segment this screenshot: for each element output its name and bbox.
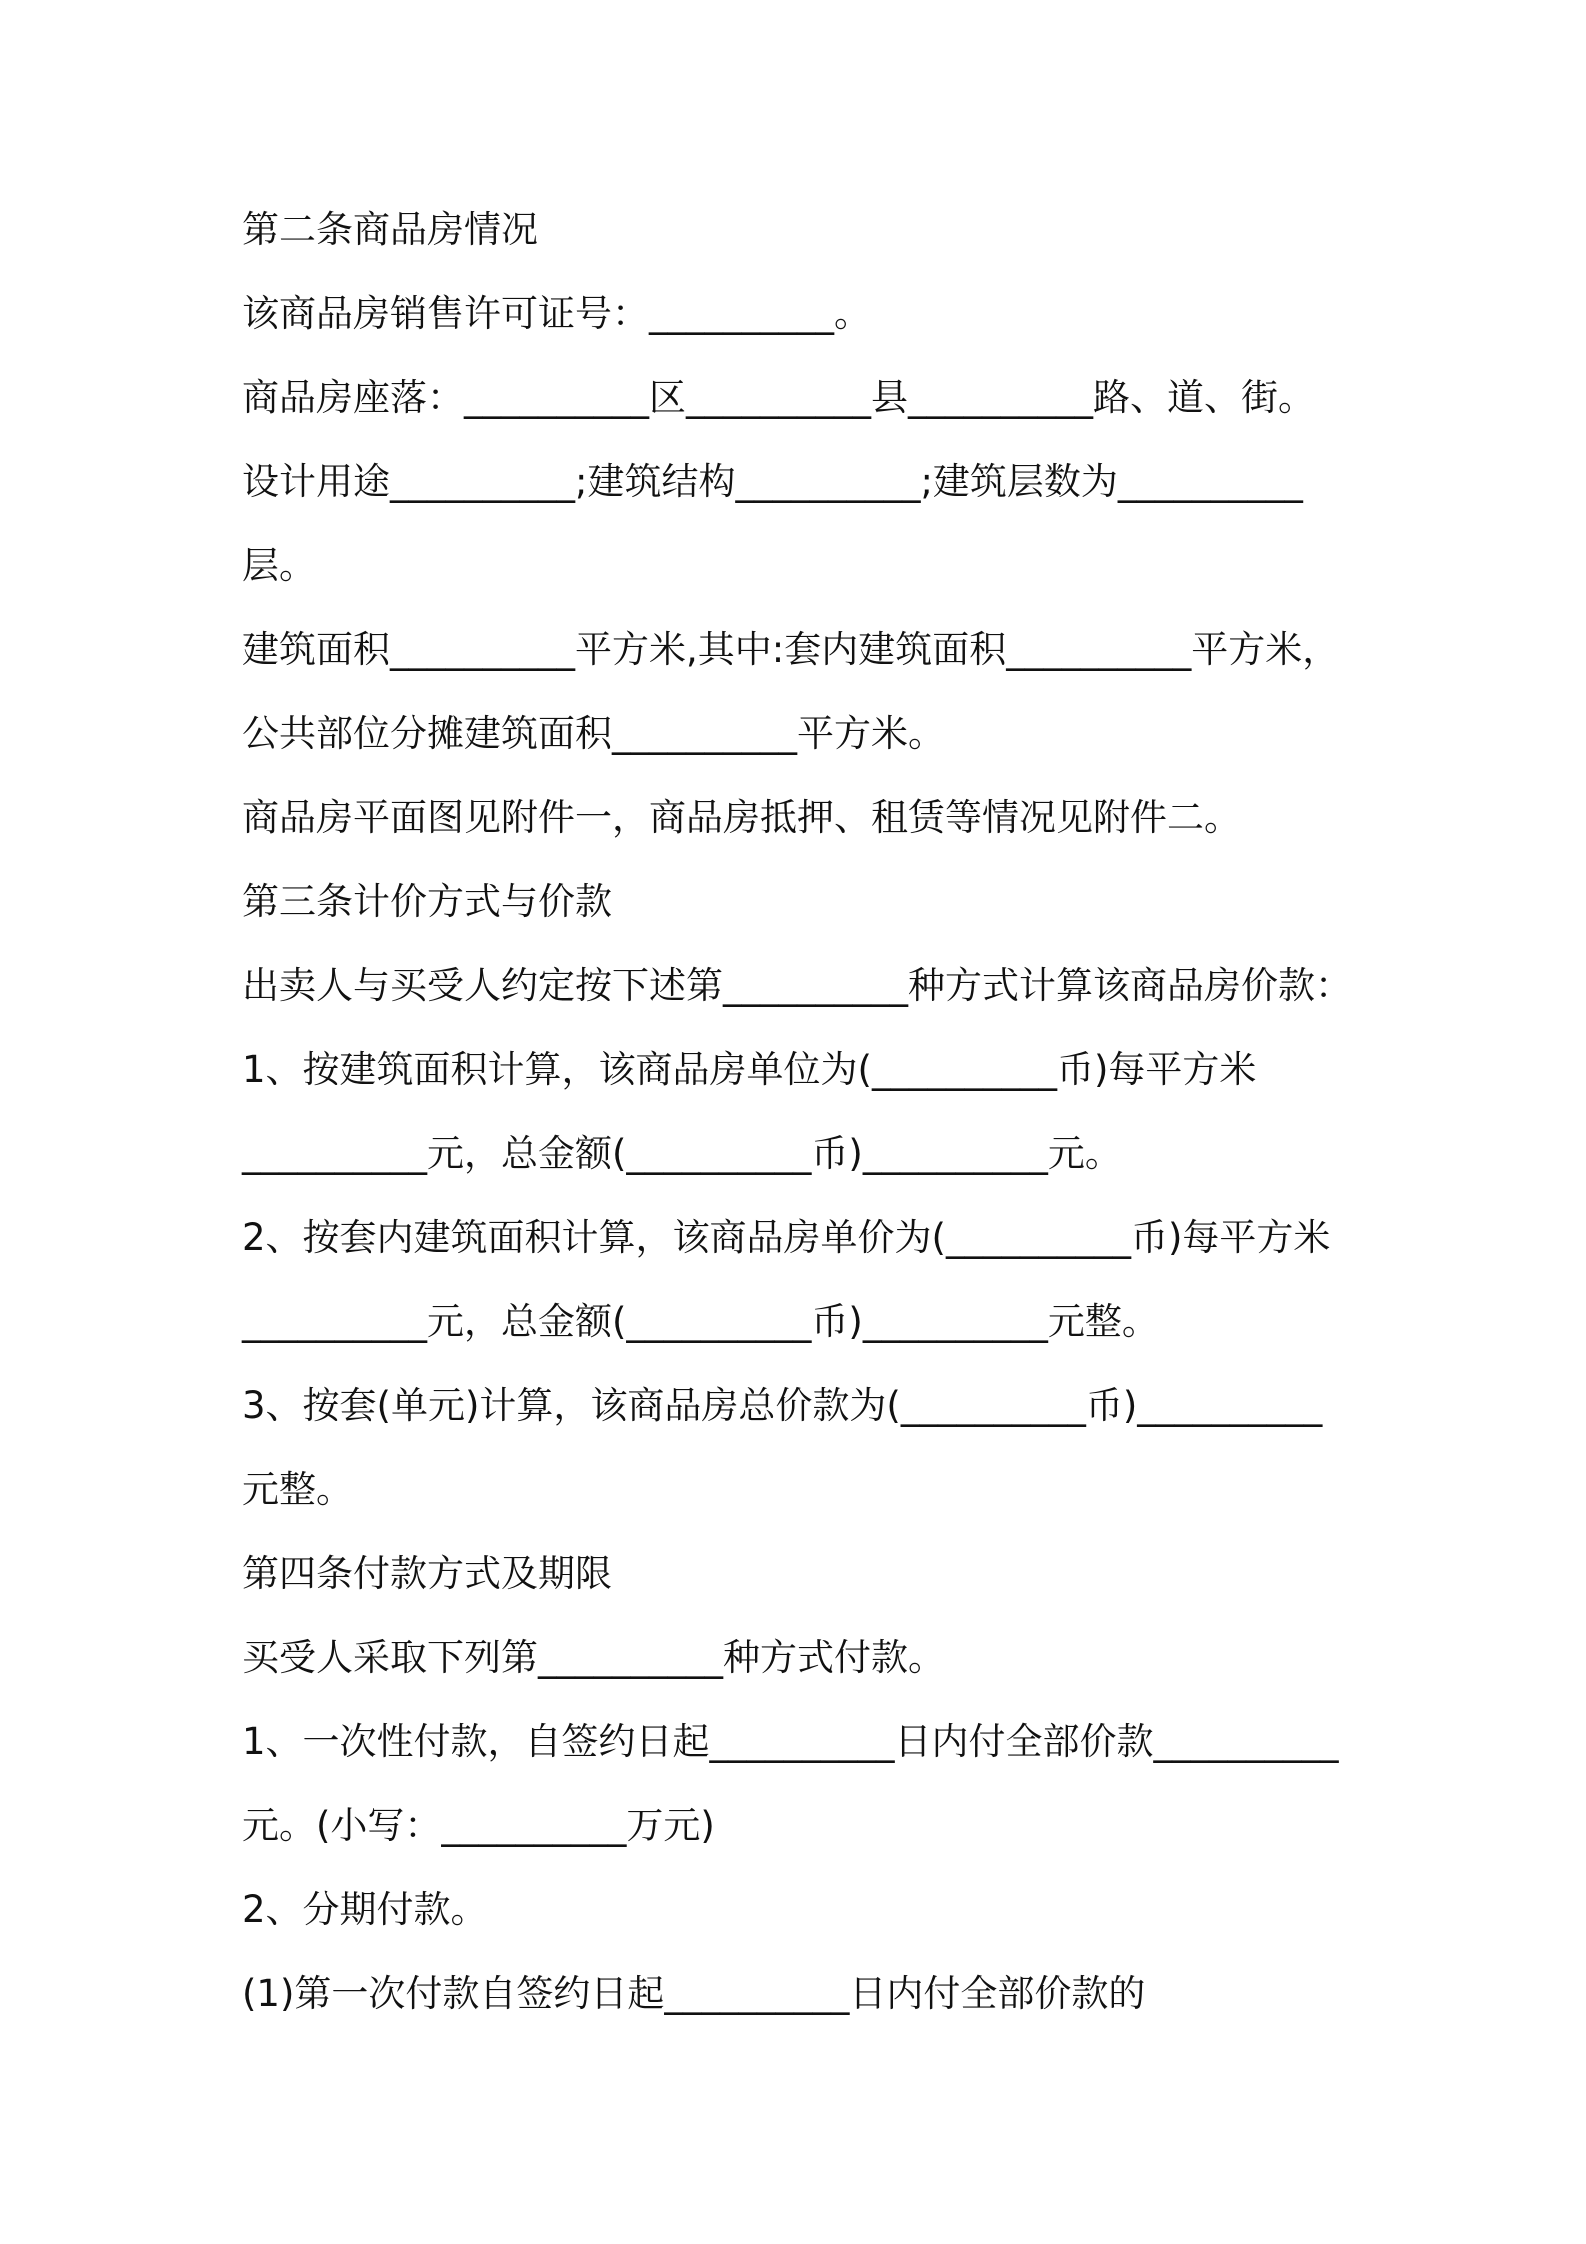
pricing-option-3-continuation-line: 元整。: [242, 1468, 353, 1511]
location-line: 商品房座落：__________区__________县__________路、道、街。: [242, 376, 1315, 419]
article-3-heading: 第三条计价方式与价款: [242, 880, 612, 923]
pricing-option-2-line: 2、按套内建筑面积计算，该商品房单价为(__________币)每平方米: [242, 1216, 1331, 1259]
installment-1-line: (1)第一次付款自签约日起__________日内付全部价款的: [242, 1972, 1146, 2015]
shared-area-line: 公共部位分摊建筑面积__________平方米。: [242, 712, 945, 755]
design-use-line: 设计用途__________;建筑结构__________;建筑层数为__________: [242, 460, 1303, 503]
pricing-option-2-total-line: __________元，总金额(__________币)__________元整。: [242, 1300, 1159, 1343]
building-area-line: 建筑面积__________平方米,其中:套内建筑面积__________平方米，: [242, 628, 1340, 671]
article-2-heading: 第二条商品房情况: [242, 208, 538, 251]
attachment-line: 商品房平面图见附件一，商品房抵押、租赁等情况见附件二。: [242, 796, 1241, 839]
pricing-option-1-line: 1、按建筑面积计算，该商品房单位为(__________币)每平方米: [242, 1048, 1257, 1091]
payment-method-line: 买受人采取下列第__________种方式付款。: [242, 1636, 945, 1679]
payment-option-1-continuation-line: 元。(小写：__________万元): [242, 1804, 715, 1847]
payment-option-2-line: 2、分期付款。: [242, 1888, 488, 1931]
pricing-method-line: 出卖人与买受人约定按下述第__________种方式计算该商品房价款：: [242, 964, 1352, 1007]
floors-continuation-line: 层。: [242, 544, 316, 587]
sales-permit-line: 该商品房销售许可证号：__________。: [242, 292, 871, 335]
payment-option-1-line: 1、一次性付款，自签约日起__________日内付全部价款__________: [242, 1720, 1339, 1763]
pricing-option-3-line: 3、按套(单元)计算，该商品房总价款为(__________币)__________: [242, 1384, 1323, 1427]
pricing-option-1-total-line: __________元，总金额(__________币)__________元。: [242, 1132, 1122, 1175]
article-4-heading: 第四条付款方式及期限: [242, 1552, 612, 1595]
